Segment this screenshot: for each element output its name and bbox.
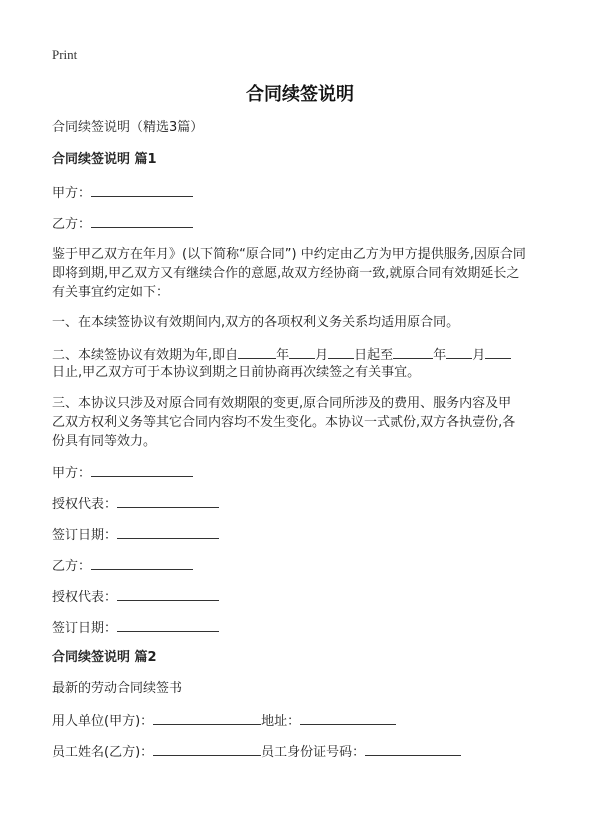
preamble-row: 即将到期,甲乙双方又有继续合作的意愿,故双方经协商一致,就原合同有效期延长之 [52, 266, 520, 281]
section2-subtitle: 最新的劳动合同续签书 [52, 681, 183, 696]
sign-date-a-line [52, 524, 219, 546]
address-label: 地址： [261, 714, 301, 729]
employer-label: 用人单位(甲方)： [52, 714, 154, 729]
month-label-1: 月 [315, 348, 329, 363]
clause-2-prefix: 二、本续签协议有效期为年,即自 [52, 348, 239, 363]
day-blank-1 [328, 344, 354, 359]
sign-date-a-label: 签订日期： [52, 528, 118, 543]
month-blank-1 [289, 344, 315, 359]
party-a-blank [91, 182, 193, 197]
party-b-blank [91, 213, 193, 228]
party-a-line [52, 182, 193, 204]
employer-line [52, 710, 396, 732]
sign-party-b-line [52, 555, 193, 577]
section1-heading: 合同续签说明 篇1 [52, 152, 157, 167]
preamble-row: 有关事宜约定如下： [52, 285, 170, 300]
sign-date-b-label: 签订日期： [52, 621, 118, 636]
clause-2-row-2: 日止,甲乙双方可于本协议到期之日前协商再次续签之有关事宜。 [52, 365, 421, 380]
sign-date-a-blank [117, 524, 219, 539]
clause-3-row: 份具有同等效力。 [52, 434, 157, 449]
year-blank-2 [393, 344, 433, 359]
year-label-1: 年 [276, 348, 290, 363]
day-blank-2 [485, 344, 511, 359]
year-label-2: 年 [433, 348, 447, 363]
employee-name-blank [153, 741, 261, 756]
clause-3 [52, 394, 552, 451]
print-label[interactable]: Print [52, 47, 78, 62]
day-from-label: 日起至 [354, 348, 394, 363]
sign-rep-a-blank [117, 493, 219, 508]
sign-rep-b-label: 授权代表： [52, 590, 118, 605]
party-b-line [52, 213, 193, 235]
party-b-label: 乙方： [52, 217, 92, 232]
clause-3-row: 乙双方权利义务等其它合同内容均不发生变化。本协议一式贰份,双方各执壹份,各 [52, 415, 516, 430]
section2-heading: 合同续签说明 篇2 [52, 650, 157, 665]
party-a-label: 甲方： [52, 186, 92, 201]
sign-party-a-blank [91, 462, 193, 477]
employee-name-label: 员工姓名(乙方)： [52, 745, 154, 760]
employee-id-label: 员工身份证号码： [261, 745, 366, 760]
clause-1: 一、在本续签协议有效期间内,双方的各项权利义务关系均适用原合同。 [52, 315, 460, 330]
sign-party-a-label: 甲方： [52, 466, 92, 481]
page-title: 合同续签说明 [246, 84, 354, 105]
month-label-2: 月 [472, 348, 486, 363]
sign-date-b-blank [117, 617, 219, 632]
sign-rep-a-line [52, 493, 219, 515]
month-blank-2 [446, 344, 472, 359]
preamble-paragraph [52, 245, 552, 302]
employer-blank [153, 710, 261, 725]
sign-rep-b-line [52, 586, 219, 608]
sign-party-a-line [52, 462, 193, 484]
preamble-row: 鉴于甲乙双方在年月》(以下简称“原合同”) 中约定由乙方为甲方提供服务,因原合同 [52, 247, 526, 262]
employee-line [52, 741, 461, 763]
sign-party-b-label: 乙方： [52, 559, 92, 574]
sign-party-b-blank [91, 555, 193, 570]
intro-text: 合同续签说明（精选3篇） [52, 120, 204, 135]
employee-id-blank [365, 741, 461, 756]
address-blank [300, 710, 396, 725]
sign-rep-a-label: 授权代表： [52, 497, 118, 512]
clause-3-row: 三、本协议只涉及对原合同有效期限的变更,原合同所涉及的费用、服务内容及甲 [52, 396, 512, 411]
sign-rep-b-blank [117, 586, 219, 601]
year-blank-1 [238, 344, 276, 359]
sign-date-b-line [52, 617, 219, 639]
